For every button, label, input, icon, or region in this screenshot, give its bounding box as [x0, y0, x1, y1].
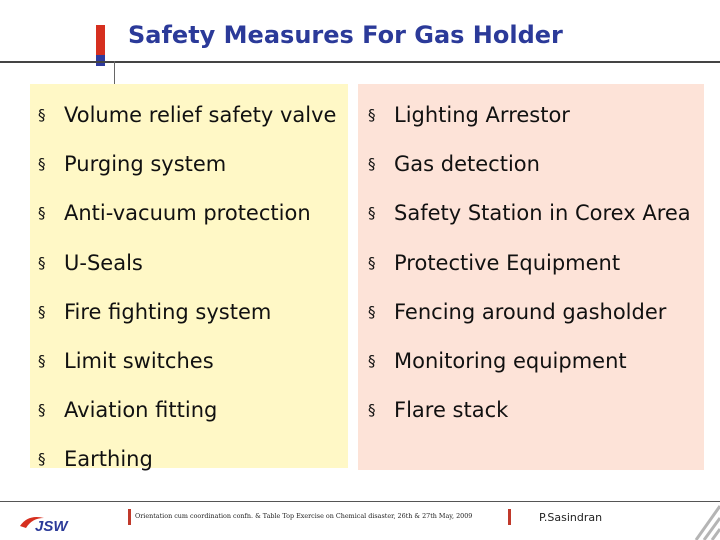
footer-author: P.Sasindran: [539, 511, 603, 524]
footer-mark-left: [128, 509, 131, 525]
bullet-icon: §: [368, 204, 376, 223]
list-item-label: Flare stack: [394, 398, 509, 423]
bullet-icon: §: [38, 106, 46, 124]
list-item-label: Lighting Arrestor: [394, 103, 570, 127]
footer-rule: [0, 501, 720, 502]
list-item: [368, 147, 691, 196]
list-item: [38, 295, 336, 344]
bullet-icon: §: [38, 302, 46, 321]
list-item: [368, 393, 691, 442]
list-item-label: Safety Station in Corex Area: [394, 201, 691, 226]
slide-title: Safety Measures For Gas Holder: [128, 21, 563, 49]
list-item-label: Fire fighting system: [64, 299, 272, 324]
left-bullet-list: [38, 98, 336, 492]
list-item: [368, 246, 691, 295]
list-item: [368, 344, 691, 393]
list-item-label: Volume relief safety valve: [64, 103, 337, 127]
bullet-icon: §: [368, 253, 376, 272]
list-item: [38, 393, 336, 442]
list-item: [38, 147, 336, 196]
list-item: [38, 196, 336, 245]
list-item-label: Limit switches: [64, 348, 214, 373]
corner-stripes-icon: [692, 502, 720, 540]
title-accent-bar: [96, 25, 105, 66]
bullet-icon: §: [38, 155, 46, 174]
list-item-label: Monitoring equipment: [394, 348, 627, 373]
bullet-icon: §: [38, 450, 46, 469]
bullet-icon: §: [368, 401, 376, 420]
footer-event-text: Orientation cum coordination confn. & Table Top Exercise on Chemical disaster, 26th & 27th May, 2009: [135, 512, 473, 520]
bullet-icon: §: [38, 204, 46, 223]
list-item: [38, 98, 336, 147]
list-item-label: Gas detection: [394, 152, 540, 177]
bullet-icon: §: [38, 253, 46, 272]
list-item-label: U-Seals: [64, 250, 143, 275]
bullet-icon: §: [368, 106, 376, 124]
list-item-label: Earthing: [64, 447, 153, 472]
list-item-label: Anti-vacuum protection: [64, 201, 311, 226]
jsw-logo-icon: [18, 512, 74, 534]
list-item: [38, 442, 336, 491]
list-item: [38, 246, 336, 295]
bullet-icon: §: [368, 351, 376, 370]
bullet-icon: §: [368, 302, 376, 321]
footer-mark-right: [508, 509, 511, 525]
list-item-label: Purging system: [64, 152, 227, 177]
list-item: [38, 344, 336, 393]
list-item: [368, 98, 691, 147]
svg-text:JSW: JSW: [35, 518, 68, 534]
list-item-label: Protective Equipment: [394, 250, 621, 275]
list-item-label: Aviation fitting: [64, 398, 218, 423]
bullet-icon: §: [38, 351, 46, 370]
bullet-icon: §: [38, 401, 46, 420]
title-rule: [0, 61, 720, 63]
list-item: [368, 196, 691, 245]
list-item-label: Fencing around gasholder: [394, 299, 667, 324]
bullet-icon: §: [368, 155, 376, 174]
list-item: [368, 295, 691, 344]
right-bullet-list: [368, 98, 691, 442]
